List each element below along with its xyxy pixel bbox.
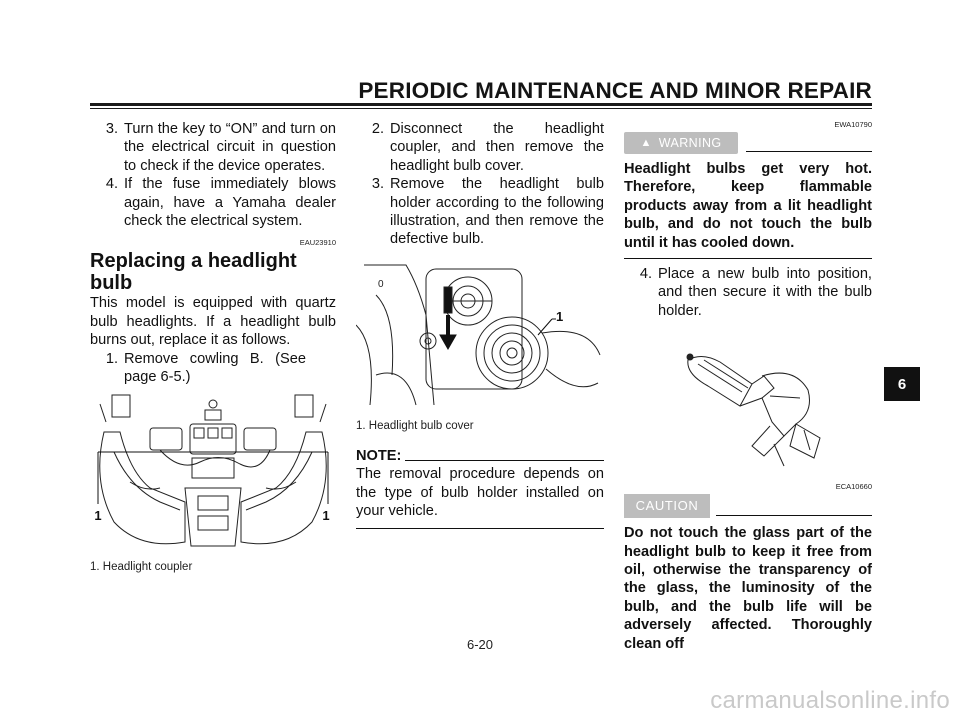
chapter-tab: 6 (884, 367, 920, 401)
warning-text: Headlight bulbs get very hot. Therefore, keep flammable products away from a lit headlight bulb, and do not touch the bulb until it has cooled down. (624, 161, 872, 251)
bulb-cover-illustration (356, 255, 604, 417)
caution-header (624, 494, 872, 518)
step-2: 2. Disconnect the headlight coupler, and then remove the headlight bulb cover. (371, 121, 604, 174)
caution-text: Do not touch the glass part of the headlight bulb to keep it free from oil, otherwise the transparency of the glass, the luminosity of the bulb, and the bulb life will be adversely affected. Thoroughly clean off (624, 525, 872, 652)
column-left (90, 120, 336, 574)
svg-text:0: 0 (378, 278, 384, 290)
warning-code: EWA10790 (834, 120, 872, 129)
section-code: EAU23910 (299, 238, 336, 248)
note-text: The removal procedure depends on the type of bulb holder installed on your vehicle. (356, 466, 604, 520)
step-1: 1. Remove cowling B. (See page 6-5.) (105, 350, 306, 386)
figure-caption: 1. Headlight coupler (90, 561, 193, 574)
cover-figure-label: 1 (556, 308, 564, 324)
column-middle (356, 120, 604, 529)
headlight-bulb-illustration (624, 326, 872, 476)
figure-label-right: 1 (322, 508, 330, 524)
note-header: NOTE: (356, 447, 604, 465)
headlight-coupler-illustration (90, 392, 336, 552)
step-3: 3. Turn the key to “ON” and turn on the electrical circuit in question to check if the device operates. (105, 121, 336, 174)
header-rule-thin (90, 108, 872, 109)
header-rule-thick (90, 103, 872, 106)
page-title: PERIODIC MAINTENANCE AND MINOR REPAIR (358, 78, 872, 103)
note-end-rule (356, 528, 604, 529)
warning-badge: ▲ WARNING (624, 132, 738, 154)
watermark: carmanualsonline.info (710, 687, 950, 714)
intro-paragraph: This model is equipped with quartz bulb headlights. If a headlight bulb burns out, replace it as follows. (90, 295, 336, 349)
caution-code: ECA10660 (835, 482, 872, 492)
step-4b: 4. Place a new bulb into position, and then secure it with the bulb holder. (639, 266, 872, 319)
column-right (624, 120, 872, 653)
warning-header (624, 132, 872, 154)
warning-triangle-icon: ▲ (640, 136, 652, 149)
warning-end-rule (624, 258, 872, 259)
step-3b: 3. Remove the headlight bulb holder according to the following illustration, and then remove the defective bulb. (371, 176, 604, 248)
figure-label-left: 1 (94, 508, 102, 524)
section-heading: Replacing a headlight bulb (90, 250, 297, 295)
page-number: 6-20 (466, 637, 494, 652)
cover-figure-caption: 1. Headlight bulb cover (356, 419, 474, 432)
step-4: 4. If the fuse immediately blows again, have a Yamaha dealer check the electrical system. (105, 176, 336, 230)
caution-badge: CAUTION (624, 494, 710, 518)
